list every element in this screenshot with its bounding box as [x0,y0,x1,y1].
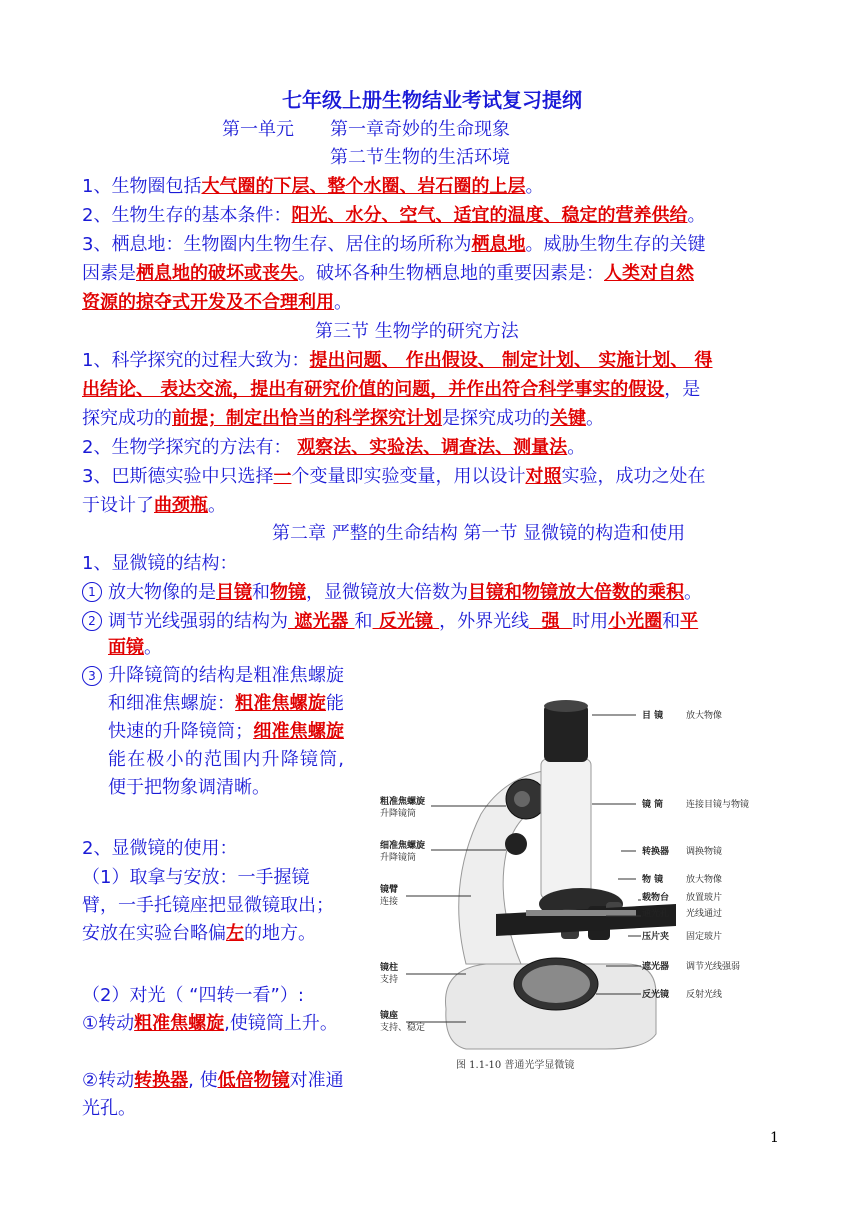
figure-label-function: 调换物镜 [686,847,723,857]
section3-heading: 第三节 生物学的研究方法 [315,321,519,342]
s3-item3-line2: 于设计了曲颈瓶。 [82,495,226,516]
figure-label-part: 反光镜 [642,990,670,1000]
section2-heading: 第二节生物的生活环境 [330,147,510,168]
figure-label-part: 镜 筒 [642,800,664,810]
document-title: 七年级上册生物结业考试复习提纲 [282,88,582,112]
m2-item-b: （2）对光（ “四转一看”）: [82,985,304,1006]
unit-chapter-heading [222,116,722,144]
s2-item3-line3: 资源的掠夺式开发及不合理利用。 [82,292,352,313]
figure-label-part: 目 镜 [642,711,664,721]
chapter2-heading: 第二章 严整的生命结构 第一节 显微镜的构造和使用 [272,523,686,544]
figure-label-function: 调节光线强弱 [686,962,741,972]
eyepiece [544,704,588,762]
figure-label-part: 细准焦螺旋 [380,841,426,851]
m1-item-a: 1 放大物像的是目镜和物镜，显微镜放大倍数为目镜和物镜放大倍数的乘积。 [82,579,782,607]
unit-heading: 第一单元 [222,119,294,140]
microscope-usage-heading: 2、显微镜的使用： [82,838,238,859]
s2-item3-line2: 因素是栖息地的破坏或丧失。破坏各种生物栖息地的重要因素是：人类对自然 [82,263,694,284]
figure-label-function: 放大物像 [686,875,723,885]
s2-item3-line1: 3、栖息地：生物圈内生物生存、居住的场所称为栖息地。威胁生物生存的关键 [82,234,706,255]
figure-label-part: 遮光器 [642,962,670,972]
figure-label-function: 放置玻片 [686,893,723,903]
s2-item2: 2、生物生存的基本条件：阳光、水分、空气、适宜的温度、稳定的营养供给。 [82,205,706,226]
figure-caption: 图 1.1-10 普通光学显微镜 [456,1060,575,1071]
circled-number: 3 [82,666,102,686]
m1-item-c: 3 升降镜筒的结构是粗准焦螺旋和细准焦螺旋：粗准焦螺旋能快速的升降镜筒；细准焦螺旋能在极小的范围内升降镜筒,便于把物象调清晰。 [82,662,344,802]
circled-number: 2 [82,611,102,631]
figure-label-part: 镜臂 [380,885,399,895]
page-number: 1 [770,1130,779,1146]
m1-item-b-line1: 2 调节光线强弱的结构为 遮光器 和 反光镜 ，外界光线 强 时用小光圈和平 [82,608,782,636]
figure-label-function: 升降镜筒 [380,853,417,863]
figure-label-function: 连接 [380,897,399,907]
figure-label-function: 连接目镜与物镜 [686,800,750,810]
s3-item1-line3: 探究成功的前提；制定出恰当的科学探究计划是探究成功的关键。 [82,408,604,429]
figure-label-function: 升降镜筒 [380,809,417,819]
s3-item2: 2、生物学探究的方法有： 观察法、实验法、调查法、测量法。 [82,437,586,458]
figure-label-part: 压片夹 [642,932,670,942]
microscope-tube [541,759,591,899]
fine-adjustment-knob [505,833,527,855]
figure-label-part: 转换器 [642,847,670,857]
circled-number: 1 [82,582,102,602]
chapter1-heading: 第一章奇妙的生命现象 [330,119,510,140]
s3-item1-line2: 出结论、 表达交流，提出有研究价值的问题，并作出符合科学事实的假设，是 [82,379,701,400]
s3-item3-line1: 3、巴斯德实验中只选择一个变量即实验变量，用以设计对照实验，成功之处在 [82,466,706,487]
figure-label-function: 放大物像 [686,711,723,721]
figure-label-function: 光线通过 [686,909,723,919]
microscope-figure [356,664,786,1084]
figure-label-part: 载物台 [642,893,670,903]
figure-label-function: 固定玻片 [686,932,723,942]
figure-label-part: 镜座 [380,1011,399,1021]
s2-item1: 1、生物圈包括大气圈的下层、整个水圈、岩石圈的上层。 [82,176,544,197]
figure-label-function: 支持、稳定 [380,1023,426,1033]
figure-label-part: 镜柱 [380,963,399,973]
m2-item-d: ②转动转换器, 使低倍物镜对准通光孔。 [82,1070,344,1119]
microscope-structure-heading: 1、显微镜的结构： [82,553,238,574]
figure-label-part: 通光孔 [642,909,670,919]
m2-item-c: ①转动粗准焦螺旋,使镜筒上升。 [82,1013,338,1034]
figure-label-part: 粗准焦螺旋 [380,797,426,807]
m1-item-b-line2: 面镜。 [108,637,162,658]
figure-label-function: 支持 [380,975,399,985]
m2-item-a: （1）取拿与安放：一手握镜臂，一手托镜座把显微镜取出；安放在实验台略偏左的地方。 [82,867,334,944]
figure-label-part: 物 镜 [642,875,664,885]
figure-label-function: 反射光线 [686,990,723,1000]
s3-item1-line1: 1、科学探究的过程大致为：提出问题、 作出假设、 制定计划、 实施计划、 得 [82,350,713,371]
